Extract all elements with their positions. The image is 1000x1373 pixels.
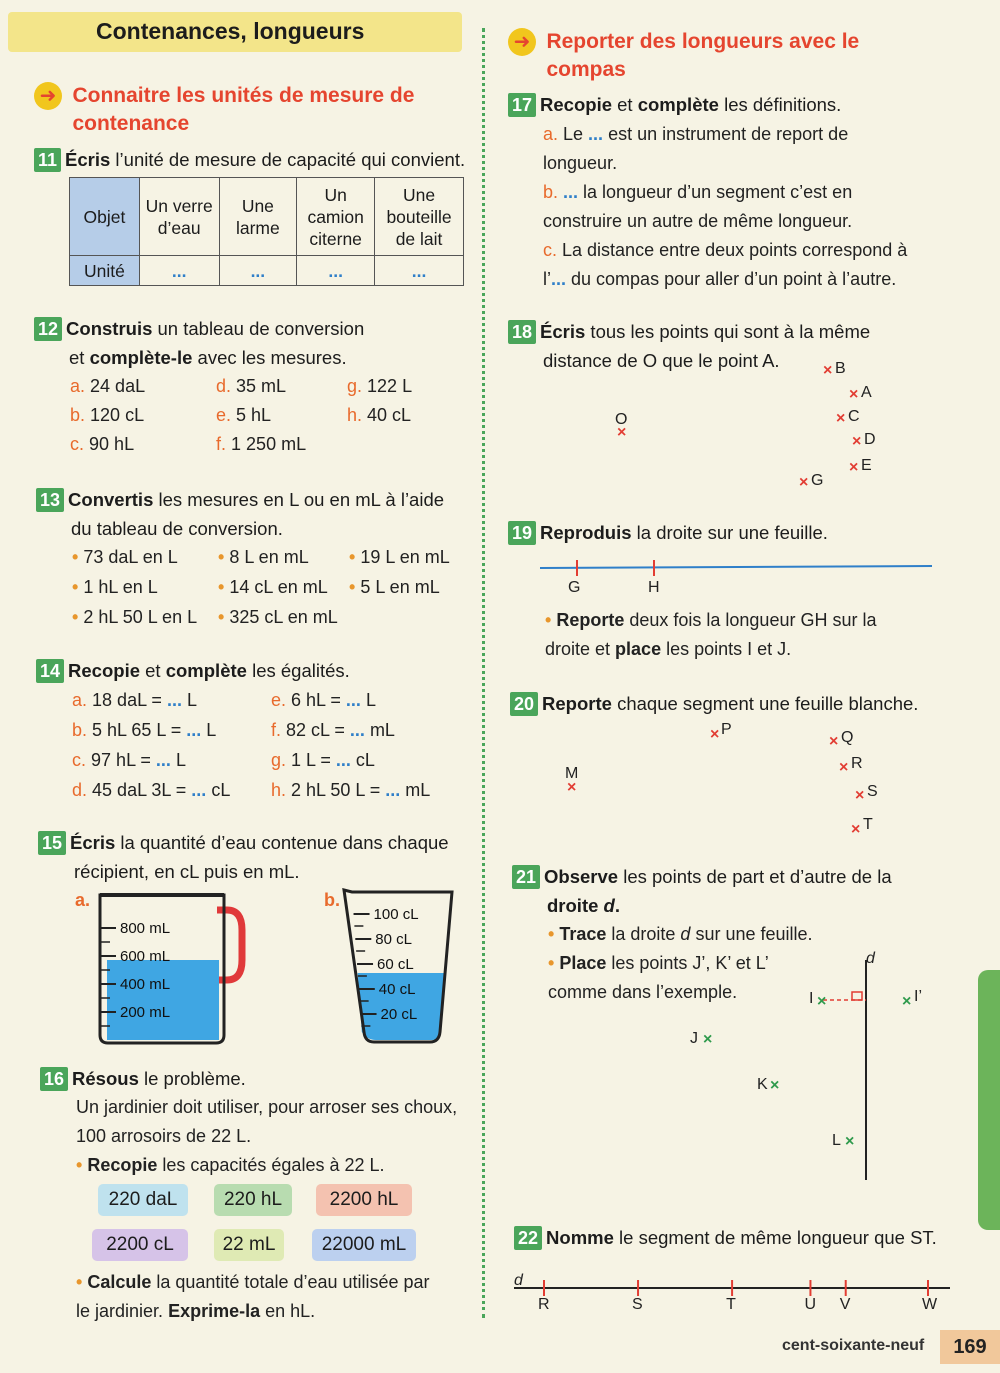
instruction-var: d <box>603 895 615 916</box>
bullet-item: • Recopie les capacités égales à 22 L. <box>76 1155 385 1175</box>
cross-mark: × <box>617 424 627 441</box>
point-label-d: D <box>864 431 876 448</box>
ex14-col1 <box>72 685 230 805</box>
ex16-question <box>76 1268 486 1326</box>
exercise-number: 21 <box>512 865 540 889</box>
list-item: • 5 L en mL <box>349 577 440 597</box>
cross-mark: × <box>851 821 861 838</box>
point-label-i-prime: I’ <box>914 988 922 1005</box>
instruction-text: la droite sur une feuille. <box>631 522 828 543</box>
jug-b-label: b. <box>324 890 340 910</box>
cross-mark-green: × <box>845 1133 855 1150</box>
list-item: g. 1 L = ... cL <box>271 750 375 770</box>
ex12-col2 <box>216 372 306 459</box>
point-label-r: R <box>538 1296 550 1313</box>
point-label-i: I <box>809 990 814 1007</box>
exercise-number: 20 <box>510 692 538 716</box>
instruction-verb: Écris <box>70 832 116 853</box>
point-label-s: S <box>632 1296 643 1313</box>
instruction-text: distance de O que le point A. <box>543 350 780 371</box>
ex21-bullets <box>548 920 848 1007</box>
capacity-chip: 2200 cL <box>92 1229 188 1261</box>
list-item: e. 5 hL <box>216 405 272 425</box>
list-item: • 2 hL 50 L en L <box>72 607 198 627</box>
exercise-15-instruction <box>38 828 478 886</box>
jug-a-label: a. <box>75 890 91 910</box>
cross-mark-green: × <box>902 993 912 1010</box>
list-item: d. 35 mL <box>216 376 287 396</box>
cross-mark: × <box>567 779 577 796</box>
list-item: • 8 L en mL <box>218 547 309 567</box>
bullet-item: • Reporte deux fois la longueur GH sur la <box>545 610 877 630</box>
list-item: f. 82 cL = ... mL <box>271 720 395 740</box>
cross-mark: × <box>710 726 720 743</box>
instruction-verb: Observe <box>544 866 619 887</box>
cross-mark: × <box>855 787 865 804</box>
list-item: • 1 hL en L <box>72 577 158 597</box>
jug-a-tick-label: 200 mL <box>120 1004 171 1021</box>
exercise-number: 12 <box>34 317 62 341</box>
point-label-g: G <box>568 579 581 596</box>
point-label-v: V <box>839 1296 851 1313</box>
point-label-w: W <box>922 1296 938 1313</box>
exercise-20-instruction <box>510 689 980 718</box>
exercise-11-instruction <box>34 145 474 174</box>
exercise-22-instruction <box>514 1223 984 1252</box>
list-item: b. 120 cL <box>70 405 145 425</box>
instruction-text: les définitions. <box>718 94 842 115</box>
jug-a-tick-label: 800 mL <box>120 920 171 937</box>
instruction-verb: Reporte <box>542 693 612 714</box>
instruction-text: avec les mesures. <box>192 347 347 368</box>
instruction-verb: Reproduis <box>540 522 632 543</box>
point-label-j: J <box>690 1030 698 1047</box>
instruction-verb: Nomme <box>546 1227 614 1248</box>
definition-c-cont: l’... du compas pour aller d’un point à l’autre. <box>543 269 897 289</box>
list-item: g. 122 L <box>347 376 413 396</box>
cross-mark-green: × <box>817 993 827 1010</box>
exercise-17-instruction <box>508 90 988 119</box>
page-number-words: cent-soixante-neuf <box>782 1337 925 1354</box>
instruction-text: le problème. <box>138 1068 246 1089</box>
page-number: 169 <box>940 1330 1000 1364</box>
instruction-text: un tableau de conversion <box>152 318 365 339</box>
definition-a: a. Le ... est un instrument de report de <box>543 124 849 144</box>
instruction-verb: Convertis <box>68 489 154 510</box>
instruction-text: récipient, en cL puis en mL. <box>74 861 300 882</box>
page-footer <box>776 1330 1000 1364</box>
instruction-text: droite <box>547 895 604 916</box>
list-item: a. 24 daL <box>70 376 146 396</box>
capacity-chip: 22000 mL <box>312 1229 416 1261</box>
point-label-m: M <box>565 765 579 782</box>
exercise-number: 14 <box>36 659 64 683</box>
exercise-19-instruction <box>508 518 958 547</box>
exercise-18-instruction <box>508 317 958 375</box>
instruction-text: les points de part et d’autre de la <box>618 866 892 887</box>
instruction-text: les égalités. <box>246 660 350 681</box>
instruction-verb: complète-le <box>89 347 193 368</box>
instruction-text: et <box>140 660 166 681</box>
point-label-t: T <box>863 816 873 833</box>
table-cell: Une bouteille de lait <box>375 178 464 256</box>
list-item: • 73 daL en L <box>72 547 178 567</box>
instruction-verb: Écris <box>65 149 111 170</box>
list-item: f. 1 250 mL <box>216 434 307 454</box>
point-label-g: G <box>811 472 824 489</box>
point-label-r: R <box>851 755 863 772</box>
exercise-number: 18 <box>508 320 536 344</box>
line-d-label: d <box>866 950 875 967</box>
cross-mark-green: × <box>703 1031 713 1048</box>
instruction-verb: Construis <box>66 318 153 339</box>
capacity-chip: 220 daL <box>98 1184 188 1216</box>
cross-mark: × <box>849 386 859 403</box>
point-label-l: L <box>832 1132 841 1149</box>
point-label-p: P <box>721 721 732 738</box>
section-title: Reporter des longueurs avec le compas <box>546 30 860 81</box>
arrow-icon: ➜ <box>34 82 62 110</box>
instruction-text: tous les points qui sont à la même <box>585 321 871 342</box>
list-item: b. 5 hL 65 L = ... L <box>72 720 217 740</box>
exercise-12-instruction <box>34 314 474 372</box>
arrow-icon: ➜ <box>508 28 536 56</box>
table-cell: Un verre d’eau <box>139 178 219 256</box>
jug-a-tick-label: 400 mL <box>120 976 171 993</box>
list-item: • 14 cL en mL <box>218 577 328 597</box>
list-item: a. 18 daL = ... L <box>72 690 197 710</box>
point-label-o: O <box>615 411 628 428</box>
exercise-number: 19 <box>508 521 536 545</box>
bullet-item-cont: droite et place les points I et J. <box>545 639 792 659</box>
jug-a-water <box>107 960 219 1040</box>
instruction-verb: Écris <box>540 321 586 342</box>
point-label-c: C <box>848 408 860 425</box>
table-cell: Un camion citerne <box>297 178 375 256</box>
table-blank: ... <box>139 256 219 286</box>
measuring-jug-a <box>92 890 252 1050</box>
ex16-text <box>76 1093 486 1180</box>
exercise-number: 16 <box>40 1067 68 1091</box>
section-title: Connaitre les unités de mesure de contenance <box>72 84 415 135</box>
ex19-bullet <box>545 606 965 664</box>
measuring-jug-b <box>340 886 460 1046</box>
bullet-item: • Calcule la quantité totale d’eau utilisée par <box>76 1272 430 1292</box>
exercise-number: 13 <box>36 488 64 512</box>
point-label-q: Q <box>841 729 854 746</box>
line-d-figure <box>805 950 935 1185</box>
instruction-text: chaque segment une feuille blanche. <box>611 693 919 714</box>
list-item: c. 97 hL = ... L <box>72 750 186 770</box>
table-cell: Une larme <box>219 178 297 256</box>
definition-b-cont: construire un autre de même longueur. <box>543 211 853 231</box>
exercise-number: 11 <box>34 148 61 172</box>
list-item: h. 2 hL 50 L = ... mL <box>271 780 431 800</box>
point-label-u: U <box>804 1296 816 1313</box>
exercise-13-instruction <box>36 485 476 543</box>
capacity-chip: 220 hL <box>214 1184 292 1216</box>
section-heading-units <box>34 82 454 138</box>
page-edge-tab <box>978 970 1000 1230</box>
chapter-title: Contenances, longueurs <box>96 18 365 44</box>
exercise-14-instruction <box>36 656 476 685</box>
instruction-text: . <box>614 895 620 916</box>
instruction-text: et <box>612 94 638 115</box>
point-label-k: K <box>757 1076 768 1093</box>
table-head-unit: Unité <box>70 256 140 286</box>
ex17-definitions <box>543 120 993 294</box>
definition-a-cont: longueur. <box>543 153 618 173</box>
instruction-verb: Recopie <box>68 660 140 681</box>
definition-c: c. La distance entre deux points correspond à <box>543 240 908 260</box>
cross-mark: × <box>799 474 809 491</box>
jug-b-tick-label: 80 cL <box>375 931 412 948</box>
cross-mark: × <box>823 362 833 379</box>
instruction-text: le segment de même longueur que ST. <box>613 1227 937 1248</box>
point-label-t: T <box>726 1296 736 1313</box>
chapter-banner <box>8 12 462 52</box>
ex14-col2 <box>271 685 430 805</box>
instruction-text: et <box>69 347 90 368</box>
list-item: • 19 L en mL <box>349 547 450 567</box>
jug-b-tick-label: 60 cL <box>377 956 414 973</box>
instruction-text: la quantité d’eau contenue dans chaque <box>115 832 449 853</box>
table-head-object: Objet <box>70 178 140 256</box>
instruction-text: les mesures en L ou en mL à l’aide <box>153 489 445 510</box>
cross-mark: × <box>829 733 839 750</box>
instruction-text: l’unité de mesure de capacité qui convient. <box>110 149 466 170</box>
exercise-number: 15 <box>38 831 66 855</box>
instruction-verb: complète <box>637 94 719 115</box>
exercise-16-instruction <box>40 1064 480 1093</box>
bullet-item-cont: comme dans l’exemple. <box>548 982 738 1002</box>
table-blank: ... <box>375 256 464 286</box>
list-item: • 325 cL en mL <box>218 607 338 627</box>
instruction-verb: complète <box>165 660 247 681</box>
capacity-chip: 2200 hL <box>316 1184 412 1216</box>
line-d-label: d <box>514 1272 523 1289</box>
cross-mark: × <box>839 759 849 776</box>
ex12-col3 <box>347 372 412 430</box>
definition-b: b. ... la longueur d’un segment c’est en <box>543 182 853 202</box>
table-blank: ... <box>219 256 297 286</box>
point-label-b: B <box>835 360 846 377</box>
problem-text: Un jardinier doit utiliser, pour arroser ses choux, <box>76 1097 458 1117</box>
exercise-21-instruction <box>512 862 932 920</box>
instruction-text: du tableau de conversion. <box>71 518 283 539</box>
cross-mark-green: × <box>770 1077 780 1094</box>
list-item: c. 90 hL <box>70 434 135 454</box>
point-label-s: S <box>867 783 878 800</box>
line-gh <box>540 558 935 582</box>
point-label-e: E <box>861 457 872 474</box>
cross-mark: × <box>852 433 862 450</box>
point-label-a: A <box>861 384 872 401</box>
jug-b-tick-label: 20 cL <box>380 1006 418 1023</box>
problem-text: 100 arrosoirs de 22 L. <box>76 1126 252 1146</box>
list-item: e. 6 hL = ... L <box>271 690 376 710</box>
exercise-number: 17 <box>508 93 536 117</box>
bullet-item: • Trace la droite d sur une feuille. <box>548 924 813 944</box>
cross-mark: × <box>836 410 846 427</box>
jug-b-tick-label: 40 cL <box>378 981 416 998</box>
segment-point-labels <box>514 1296 954 1316</box>
table-blank: ... <box>297 256 375 286</box>
list-item: h. 40 cL <box>347 405 412 425</box>
instruction-verb: Résous <box>72 1068 139 1089</box>
bullet-item-cont: le jardinier. Exprime-la en hL. <box>76 1301 316 1321</box>
capacity-chip: 22 mL <box>214 1229 284 1261</box>
instruction-verb: Recopie <box>540 94 612 115</box>
jug-a-tick-label: 600 mL <box>120 948 171 965</box>
cross-mark: × <box>849 459 859 476</box>
ex12-col1 <box>70 372 145 459</box>
jug-b-tick-label: 100 cL <box>373 906 419 923</box>
exercise-number: 22 <box>514 1226 542 1250</box>
point-label-h: H <box>648 579 660 596</box>
bullet-item: • Place les points J’, K’ et L’ <box>548 953 769 973</box>
list-item: d. 45 daL 3L = ... cL <box>72 780 231 800</box>
section-heading-compass <box>508 28 948 84</box>
unit-table <box>69 177 464 286</box>
